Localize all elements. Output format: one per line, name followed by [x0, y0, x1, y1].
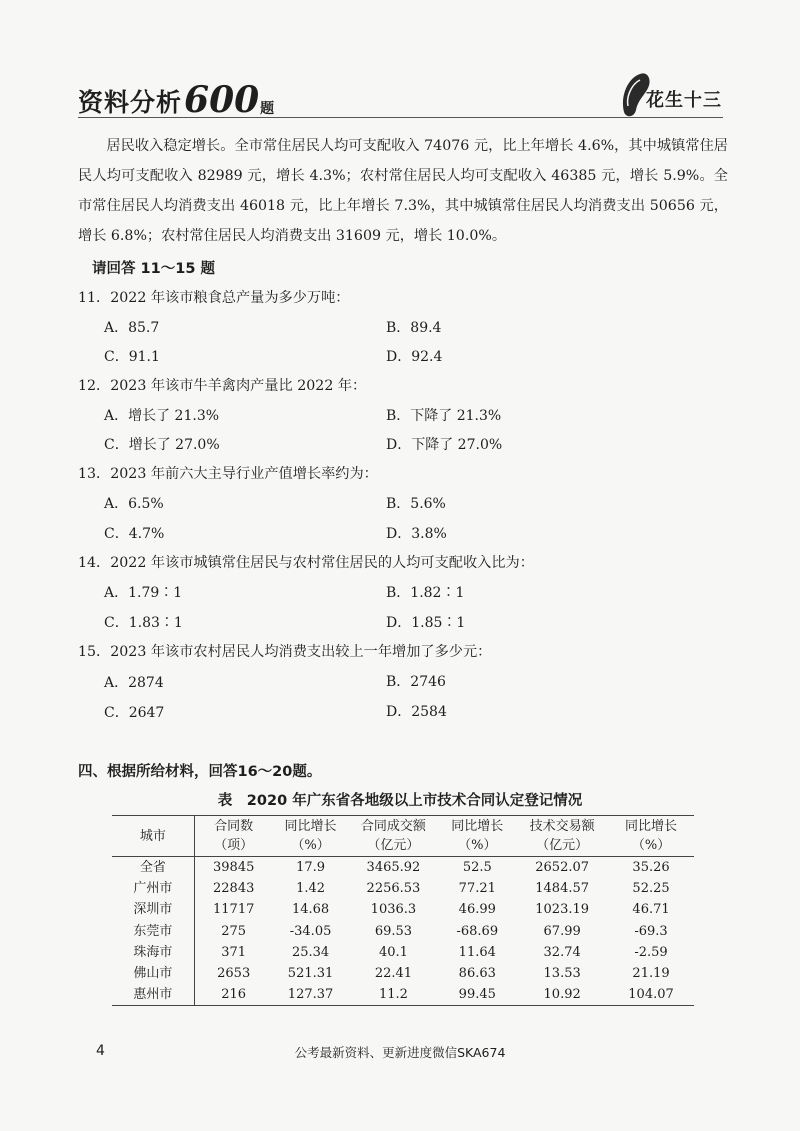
cell: 2256.53: [366, 881, 421, 897]
q13-option-b: B．5.6%: [386, 496, 446, 512]
table-row: [112, 921, 694, 942]
cell: 21.19: [632, 966, 670, 982]
q13-option-c: C．4.7%: [104, 526, 165, 542]
cell: 3465.92: [366, 860, 421, 876]
q12-option-a: A．增长了 21.3%: [104, 408, 220, 424]
cell: 99.45: [438, 984, 516, 1006]
cell-city: 广州市: [112, 878, 194, 899]
cell: 11.64: [458, 944, 496, 960]
question-11: 11．2022 年该市粮食总产量为多少万吨：: [78, 290, 350, 306]
header-divider: [78, 117, 723, 118]
cell: 17.9: [296, 860, 326, 876]
book-title: [78, 78, 275, 121]
book-title-suffix: 题: [260, 101, 275, 117]
data-table: [112, 815, 694, 1006]
cell: 52.5: [462, 860, 492, 876]
cell: 14.68: [291, 902, 330, 918]
q14-option-a: A．1.79∶1: [104, 585, 183, 601]
cell-city: 惠州市: [112, 984, 194, 1006]
table-row: [112, 984, 694, 1006]
q15-option-a: A．2874: [104, 675, 164, 691]
cell: -34.05: [289, 923, 332, 939]
header-contracts-growth: 同比增长 （%）: [273, 816, 349, 857]
cell: 25.34: [291, 944, 330, 960]
q15-option-d: D．2584: [386, 704, 447, 720]
cell: 22843: [213, 881, 255, 897]
table-row: [112, 942, 694, 963]
cell: 1.42: [296, 881, 326, 897]
cell: 104.07: [608, 984, 694, 1006]
cell: 22.41: [374, 966, 413, 982]
cell: 13.53: [543, 966, 581, 982]
q11-option-a: A．85.7: [104, 320, 160, 336]
q12-option-b: B．下降了 21.3%: [386, 408, 502, 424]
q14-option-c: C．1.83∶1: [104, 615, 183, 631]
cell: 69.53: [374, 923, 413, 939]
table-row: [112, 857, 694, 879]
cell-city: 深圳市: [112, 899, 194, 920]
q14-option-d: D．1.85∶1: [386, 615, 466, 631]
instruction: 请回答 11～15 题: [92, 261, 215, 277]
table-row: [112, 899, 694, 920]
cell: 127.37: [273, 984, 349, 1006]
cell: 10.92: [516, 984, 608, 1006]
q12-option-d: D．下降了 27.0%: [386, 437, 503, 453]
footer-text: 公考最新资料、更新进度微信SKA674: [294, 1045, 506, 1060]
header-turnover-growth: 同比增长 （%）: [438, 816, 516, 857]
cell: 371: [221, 944, 247, 960]
table-header-row: [112, 816, 694, 857]
question-12: 12．2023 年该市牛羊禽肉产量比 2022 年：: [78, 378, 367, 394]
header-contracts: 合同数 （项）: [194, 816, 272, 857]
section-4-heading: 四、根据所给材料，回答16～20题。: [78, 764, 322, 780]
cell: 11717: [213, 902, 255, 918]
logo-text: 花生十三: [646, 90, 722, 111]
cell: -69.3: [634, 923, 668, 939]
q11-option-b: B．89.4: [386, 320, 442, 336]
header-tech-trade: 技术交易额 （亿元）: [516, 816, 608, 857]
cell: 77.21: [458, 881, 496, 897]
cell: 1484.57: [535, 881, 590, 897]
page-number: 4: [96, 1043, 105, 1059]
cell: 275: [221, 923, 247, 939]
cell: 1036.3: [370, 902, 417, 918]
question-13: 13．2023 年前六大主导行业产值增长率约为：: [78, 466, 378, 482]
header-city: 城市: [112, 816, 194, 857]
passage: [78, 131, 728, 251]
cell: 46.71: [632, 902, 670, 918]
table-title: 表 2020 年广东省各地级以上市技术合同认定登记情况: [217, 793, 583, 809]
cell: 40.1: [378, 944, 408, 960]
cell: 216: [194, 984, 272, 1006]
cell: 2652.07: [535, 860, 590, 876]
header-tech-trade-growth: 同比增长 （%）: [608, 816, 694, 857]
cell: 67.99: [543, 923, 581, 939]
cell-city: 东莞市: [112, 921, 194, 942]
q14-option-b: B．1.82∶1: [386, 585, 465, 601]
book-title-number: 600: [184, 79, 260, 121]
cell-city: 佛山市: [112, 963, 194, 984]
cell: 11.2: [349, 984, 439, 1006]
cell: -68.69: [456, 923, 499, 939]
q11-option-d: D．92.4: [386, 349, 443, 365]
q13-option-a: A．6.5%: [104, 496, 164, 512]
q13-option-d: D．3.8%: [386, 526, 447, 542]
cell-city: 珠海市: [112, 942, 194, 963]
book-title-cn: 资料分析: [78, 88, 183, 117]
cell: 2653: [217, 966, 251, 982]
cell: 1023.19: [535, 902, 590, 918]
cell: 521.31: [287, 966, 334, 982]
header-turnover: 合同成交额 （亿元）: [349, 816, 439, 857]
q12-option-c: C．增长了 27.0%: [104, 437, 220, 453]
cell: -2.59: [634, 944, 668, 960]
cell-city: 全省: [112, 857, 194, 879]
table-row: [112, 878, 694, 899]
q15-option-b: B．2746: [386, 674, 446, 690]
q11-option-c: C．91.1: [104, 349, 160, 365]
cell: 52.25: [632, 881, 670, 897]
cell: 35.26: [632, 860, 670, 876]
question-14: 14．2022 年该市城镇常住居民与农村常住居民的人均可支配收入比为：: [78, 555, 534, 571]
cell: 86.63: [458, 966, 496, 982]
passage-text: 居民收入稳定增长。全市常住居民人均可支配收入 74076 元，比上年增长 4.6%，其中城镇常住居民人均可支配收入 82989 元，增长 4.3%；农村常住居民人均可支配收入 46385 元，增长 5.9%。全市常住居民人均消费支出 46018 元，比上年增长 7.3%，其中城镇常住居民人均消费支出 50656 元，增长 6.8%；农村常住居民人均消费支出 31609 元，增长 10.0%。: [78, 138, 728, 244]
cell: 39845: [213, 860, 255, 876]
cell: 32.74: [543, 944, 581, 960]
question-15: 15．2023 年该市农村居民人均消费支出较上一年增加了多少元：: [78, 644, 492, 660]
cell: 46.99: [458, 902, 496, 918]
q15-option-c: C．2647: [104, 705, 165, 721]
table-row: [112, 963, 694, 984]
